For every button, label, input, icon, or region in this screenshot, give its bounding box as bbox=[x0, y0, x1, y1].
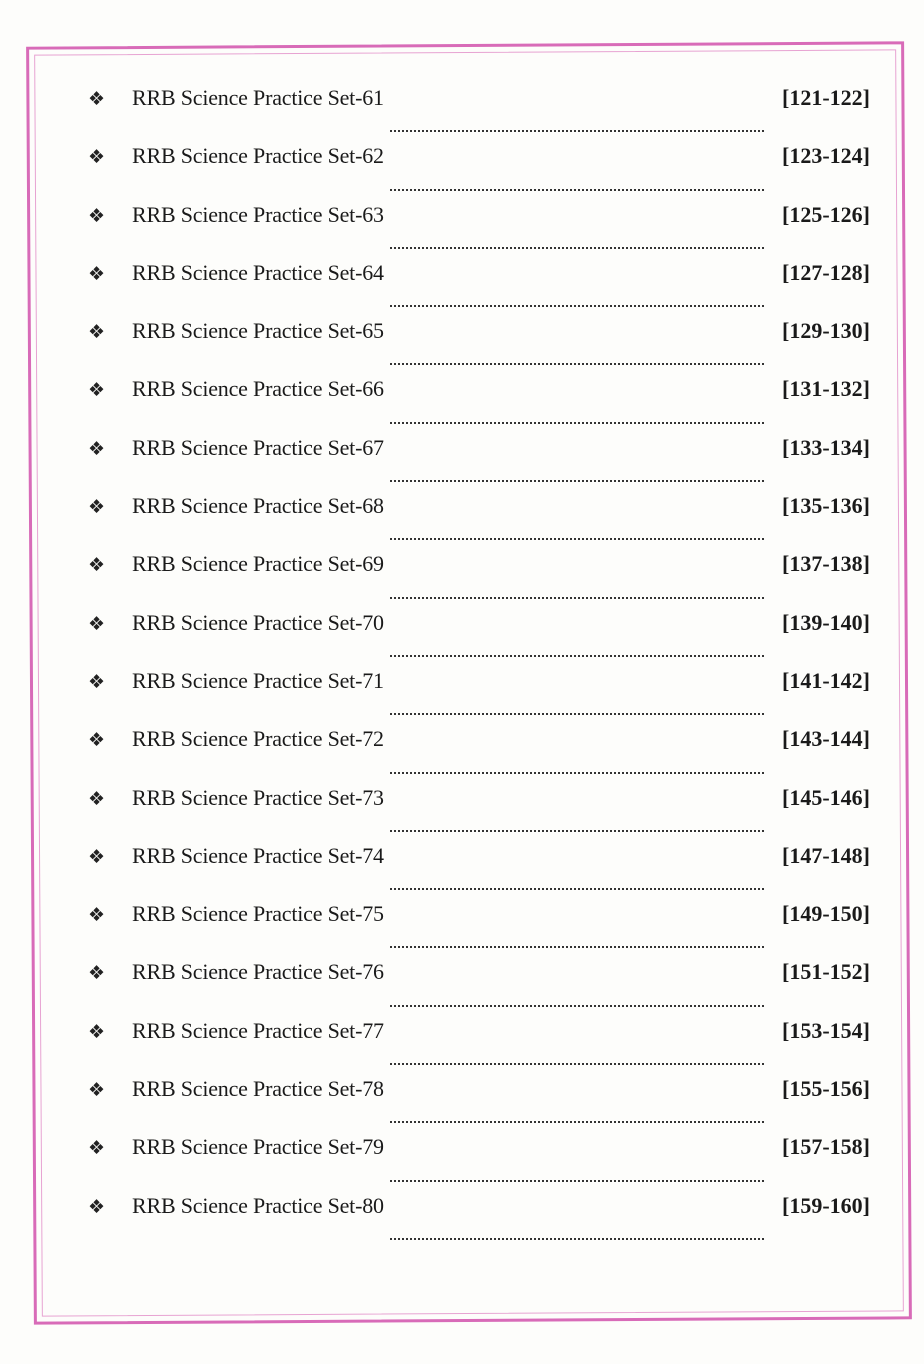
toc-entry bbox=[88, 373, 870, 431]
dot-leader bbox=[390, 830, 764, 832]
toc-entry bbox=[88, 723, 870, 781]
toc-entry-title: RRB Science Practice Set-64 bbox=[132, 259, 384, 285]
toc-entry-pages: [123-124] bbox=[782, 143, 870, 169]
dot-leader bbox=[390, 305, 764, 307]
toc-entry-pages: [157-158] bbox=[782, 1134, 870, 1160]
toc-entry-title: RRB Science Practice Set-78 bbox=[132, 1076, 384, 1102]
diamond-flower-icon: ❖ bbox=[88, 1020, 106, 1043]
toc-entry-title: RRB Science Practice Set-73 bbox=[132, 784, 384, 810]
dot-leader bbox=[390, 480, 764, 482]
toc-entry-title: RRB Science Practice Set-77 bbox=[132, 1017, 384, 1043]
dot-leader bbox=[390, 422, 764, 424]
toc-entry-title: RRB Science Practice Set-69 bbox=[132, 551, 384, 577]
diamond-flower-icon: ❖ bbox=[88, 146, 106, 169]
diamond-flower-icon: ❖ bbox=[88, 787, 106, 810]
toc-entry bbox=[88, 1190, 870, 1248]
diamond-flower-icon: ❖ bbox=[88, 437, 106, 460]
dot-leader bbox=[390, 1063, 764, 1065]
toc-entry-pages: [131-132] bbox=[782, 376, 870, 402]
toc-entry bbox=[88, 548, 870, 606]
diamond-flower-icon: ❖ bbox=[88, 904, 106, 927]
toc-entry-pages: [135-136] bbox=[782, 493, 870, 519]
diamond-flower-icon: ❖ bbox=[88, 88, 106, 110]
toc-entry-pages: [133-134] bbox=[782, 434, 870, 460]
toc-entry-title: RRB Science Practice Set-80 bbox=[132, 1192, 384, 1218]
toc-entry-pages: [147-148] bbox=[782, 842, 870, 868]
toc-entry-title: RRB Science Practice Set-79 bbox=[132, 1134, 384, 1160]
diamond-flower-icon: ❖ bbox=[88, 729, 106, 752]
toc-entry bbox=[88, 432, 870, 490]
diamond-flower-icon: ❖ bbox=[88, 612, 106, 635]
toc-entry-title: RRB Science Practice Set-76 bbox=[132, 959, 384, 985]
toc-entry-title: RRB Science Practice Set-75 bbox=[132, 901, 384, 927]
dot-leader bbox=[390, 130, 764, 132]
toc-entry bbox=[88, 898, 870, 956]
toc-entry-pages: [159-160] bbox=[782, 1192, 870, 1218]
toc-entry-title: RRB Science Practice Set-71 bbox=[132, 667, 384, 693]
toc-entry-title: RRB Science Practice Set-66 bbox=[132, 376, 384, 402]
dot-leader bbox=[390, 946, 764, 948]
diamond-flower-icon: ❖ bbox=[88, 321, 106, 344]
toc-entry-pages: [139-140] bbox=[782, 609, 870, 635]
toc-entry-title: RRB Science Practice Set-67 bbox=[132, 434, 384, 460]
toc-entry-pages: [153-154] bbox=[782, 1017, 870, 1043]
toc-entry bbox=[88, 257, 870, 315]
diamond-flower-icon: ❖ bbox=[88, 670, 106, 693]
toc-entry bbox=[88, 956, 870, 1014]
toc-entry bbox=[88, 490, 870, 548]
table-of-contents bbox=[88, 82, 870, 1248]
toc-entry-pages: [121-122] bbox=[782, 85, 870, 110]
toc-entry-pages: [143-144] bbox=[782, 726, 870, 752]
toc-entry-title: RRB Science Practice Set-74 bbox=[132, 842, 384, 868]
diamond-flower-icon: ❖ bbox=[88, 262, 106, 285]
diamond-flower-icon: ❖ bbox=[88, 1079, 106, 1102]
toc-entry-pages: [151-152] bbox=[782, 959, 870, 985]
dot-leader bbox=[390, 538, 764, 540]
dot-leader bbox=[390, 888, 764, 890]
toc-entry-title: RRB Science Practice Set-70 bbox=[132, 609, 384, 635]
toc-entry bbox=[88, 1015, 870, 1073]
dot-leader bbox=[390, 597, 764, 599]
dot-leader bbox=[390, 363, 764, 365]
dot-leader bbox=[390, 247, 764, 249]
diamond-flower-icon: ❖ bbox=[88, 496, 106, 519]
dot-leader bbox=[390, 655, 764, 657]
dot-leader bbox=[390, 189, 764, 191]
diamond-flower-icon: ❖ bbox=[88, 204, 106, 227]
diamond-flower-icon: ❖ bbox=[88, 962, 106, 985]
toc-entry-title: RRB Science Practice Set-65 bbox=[132, 318, 384, 344]
diamond-flower-icon: ❖ bbox=[88, 379, 106, 402]
diamond-flower-icon: ❖ bbox=[88, 554, 106, 577]
toc-entry-pages: [155-156] bbox=[782, 1076, 870, 1102]
toc-entry bbox=[88, 1073, 870, 1131]
diamond-flower-icon: ❖ bbox=[88, 1195, 106, 1218]
dot-leader bbox=[390, 1238, 764, 1240]
toc-entry-title: RRB Science Practice Set-61 bbox=[132, 85, 384, 110]
toc-entry bbox=[88, 1131, 870, 1189]
toc-entry bbox=[88, 315, 870, 373]
toc-entry-pages: [127-128] bbox=[782, 259, 870, 285]
toc-entry-pages: [145-146] bbox=[782, 784, 870, 810]
toc-entry-pages: [141-142] bbox=[782, 667, 870, 693]
dot-leader bbox=[390, 713, 764, 715]
toc-entry-pages: [149-150] bbox=[782, 901, 870, 927]
dot-leader bbox=[390, 1121, 764, 1123]
toc-entry bbox=[88, 607, 870, 665]
toc-entry-pages: [137-138] bbox=[782, 551, 870, 577]
dot-leader bbox=[390, 772, 764, 774]
toc-entry bbox=[88, 840, 870, 898]
toc-entry bbox=[88, 782, 870, 840]
toc-entry bbox=[88, 665, 870, 723]
toc-entry-title: RRB Science Practice Set-68 bbox=[132, 493, 384, 519]
toc-entry-pages: [125-126] bbox=[782, 201, 870, 227]
toc-entry-title: RRB Science Practice Set-72 bbox=[132, 726, 384, 752]
dot-leader bbox=[390, 1180, 764, 1182]
toc-entry bbox=[88, 82, 870, 140]
toc-entry bbox=[88, 140, 870, 198]
diamond-flower-icon: ❖ bbox=[88, 845, 106, 868]
toc-entry bbox=[88, 199, 870, 257]
toc-entry-pages: [129-130] bbox=[782, 318, 870, 344]
toc-entry-title: RRB Science Practice Set-62 bbox=[132, 143, 384, 169]
diamond-flower-icon: ❖ bbox=[88, 1137, 106, 1160]
dot-leader bbox=[390, 1005, 764, 1007]
toc-entry-title: RRB Science Practice Set-63 bbox=[132, 201, 384, 227]
